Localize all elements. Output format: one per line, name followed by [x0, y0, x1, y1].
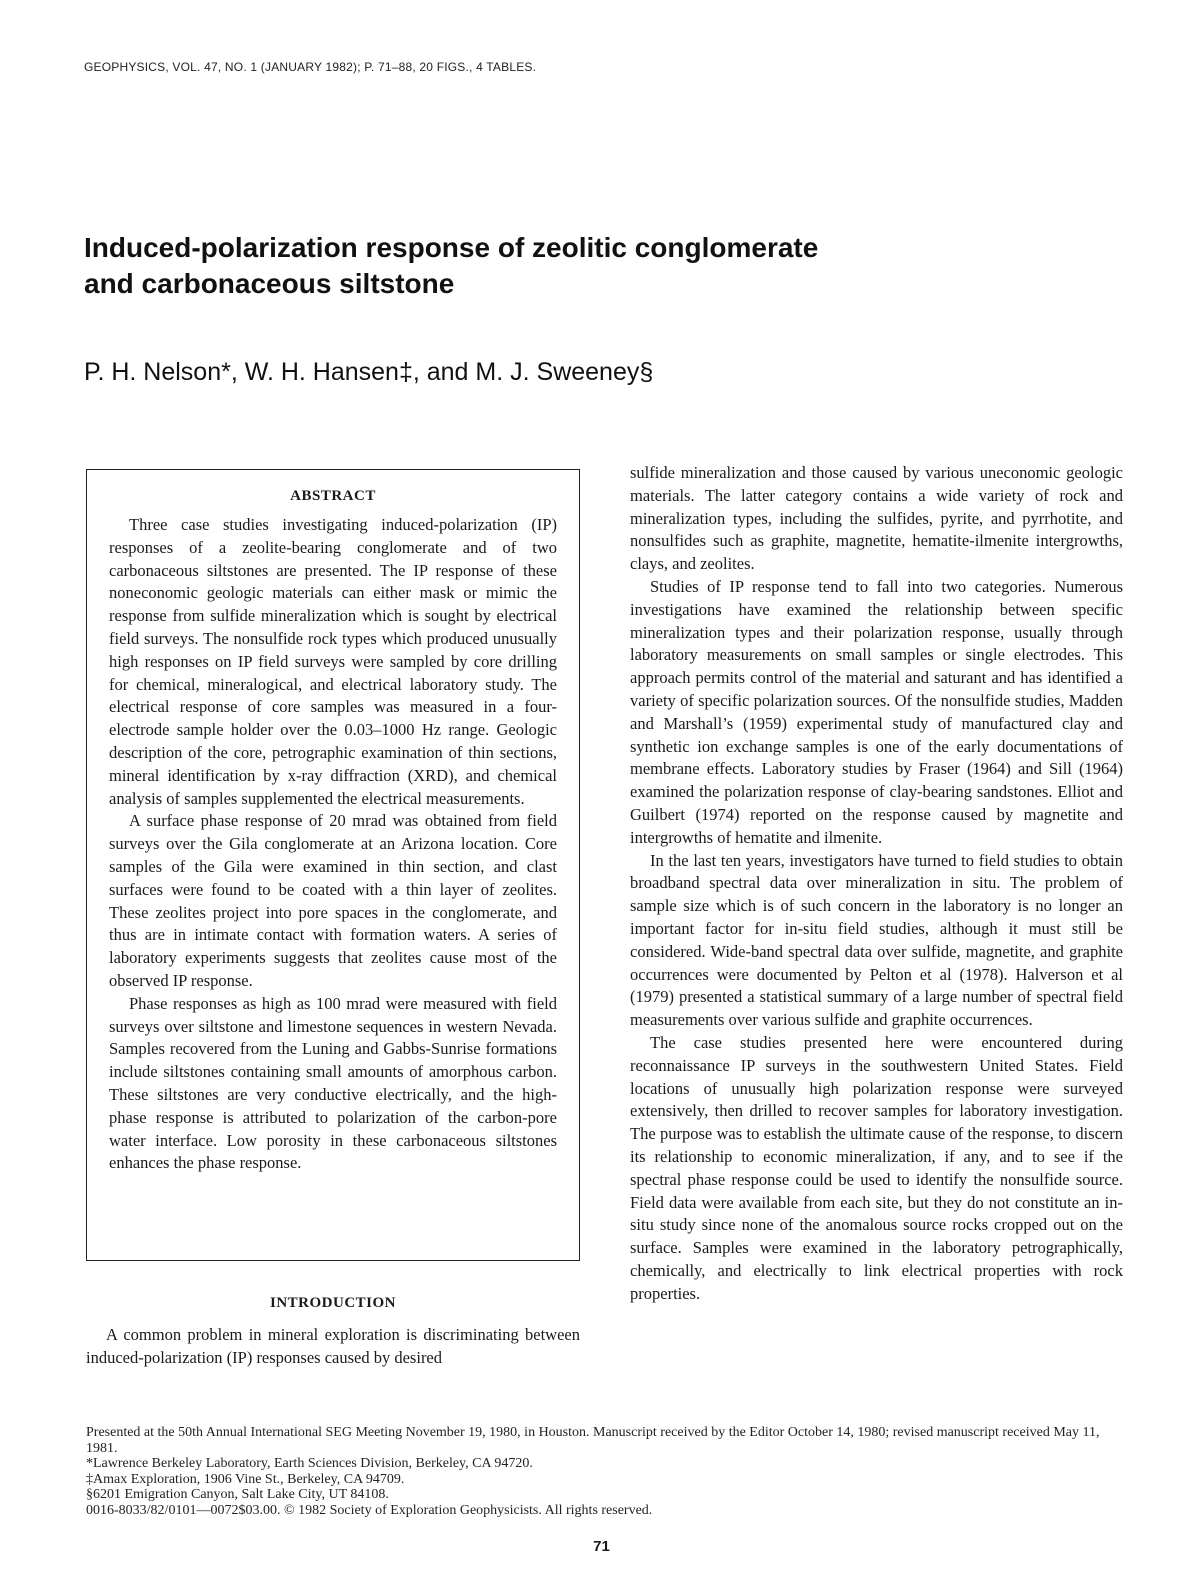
right-column	[630, 462, 1123, 1305]
article-title-line-1: Induced-polarization response of zeolitic conglomerate	[84, 232, 819, 263]
introduction-paragraph-continued: sulfide mineralization and those caused by various uneconomic geologic materials. The latter category contains a wide variety of rock and mineralization types, including the sulfides, pyrite, and pyrrhotite, and nonsulfides such as graphite, magnetite, hematite-ilmenite intergrowths, clays, and zeolites.	[630, 463, 1123, 574]
abstract-body	[109, 514, 557, 1175]
abstract-paragraph: Three case studies investigating induced-polarization (IP) responses of a zeolite-bearing conglomerate and of two carbonaceous siltstones are presented. The IP response of these noneconomic geologic materials can either mask or mimic the response from sulfide mineralization which is sought by electrical field surveys. The nonsulfide rock types which produced unusually high responses on IP field surveys were sampled by core drilling for chemical, mineralogical, and electrical laboratory study. The electrical response of core samples was measured in a four-electrode sample holder over the 0.03–1000 Hz range. Geologic description of the core, petrographic examination of thin sections, mineral identification by x-ray diffraction (XRD), and chemical analysis of samples supplemented the electrical measurements.	[109, 515, 557, 808]
article-title	[84, 230, 984, 302]
footnote-affiliation: *Lawrence Berkeley Laboratory, Earth Sciences Division, Berkeley, CA 94720.	[86, 1456, 533, 1471]
abstract-paragraph: Phase responses as high as 100 mrad were measured with field surveys over siltstone and limestone sequences in western Nevada. Samples recovered from the Luning and Gabbs-Sunrise formations include siltstones containing small amounts of amorphous carbon. These siltstones are very conductive electrically, and the high-phase response is attributed to polarization of the carbon-pore water interface. Low porosity in these carbonaceous siltstones enhances the phase response.	[109, 993, 557, 1173]
footnote-copyright: 0016-8033/82/0101—0072$03.00. © 1982 Society of Exploration Geophysicists. All rights reserved.	[86, 1502, 653, 1518]
author-list: P. H. Nelson*, W. H. Hansen‡, and M. J. Sweeney§	[84, 358, 654, 386]
article-title-line-2: and carbonaceous siltstone	[84, 268, 455, 299]
introduction-paragraph: The case studies presented here were encountered during reconnaissance IP surveys in the southwestern United States. Field locations of unusually high polarization response were surveyed extensively, then drilled to recover samples for laboratory investigation. The purpose was to establish the ultimate cause of the response, to discern its relationship to economic mineralization, if any, and to see if the spectral phase response could be used to identify the nonsulfide source. Field data were available from each site, but they do not constitute an in-situ study since none of the anomalous source rocks cropped out on the surface. Samples were examined in the laboratory petrographically, chemically, and electrically to link electrical properties with rock properties.	[630, 1032, 1123, 1303]
introduction-heading: INTRODUCTION	[269, 1295, 396, 1311]
journal-citation: GEOPHYSICS, VOL. 47, NO. 1 (JANUARY 1982); P. 71–88, 20 FIGS., 4 TABLES.	[84, 60, 537, 74]
introduction-paragraph: A common problem in mineral exploration is discriminating between induced-polarization (IP) responses caused by desired	[86, 1325, 580, 1367]
page-number: 71	[593, 1538, 610, 1555]
abstract-heading: ABSTRACT	[290, 488, 376, 504]
footnote-affiliation: §6201 Emigration Canyon, Salt Lake City, UT 84108.	[86, 1487, 389, 1502]
footnote-presentation: Presented at the 50th Annual International SEG Meeting November 19, 1980, in Houston. Manuscript received by the Editor October 14, 1980; revised manuscript received May 11, 1981.	[86, 1425, 1100, 1456]
introduction-paragraph: Studies of IP response tend to fall into two categories. Numerous investigations have examined the relationship between specific mineralization types and their polarization response, usually through laboratory measurements on small samples or single electrodes. This approach permits control of the material and saturant and has identified a variety of specific polarization sources. Of the nonsulfide studies, Madden and Marshall’s (1959) experimental study of manufactured clay and synthetic ion exchange samples is one of the early documentations of membrane effects. Laboratory studies by Fraser (1964) and Sill (1964) examined the polarization response of clay-bearing sandstones. Elliot and Guilbert (1974) reported on the response caused by magnetite and intergrowths of hematite and ilmenite.	[630, 576, 1123, 847]
footnote-affiliation: ‡Amax Exploration, 1906 Vine St., Berkeley, CA 94709.	[86, 1471, 405, 1487]
footnotes	[86, 1425, 1126, 1518]
introduction-paragraph: In the last ten years, investigators have turned to field studies to obtain broadband spectral data over mineralization in situ. The problem of sample size which is of such concern in the laboratory is no longer an important factor for in-situ field studies, although it must still be considered. Wide-band spectral data over sulfide, magnetite, and graphite occurrences were documented by Pelton et al (1978). Halverson et al (1979) presented a statistical summary of a large number of spectral field measurements over various sulfide and graphite occurrences.	[630, 850, 1123, 1030]
introduction-left-column	[86, 1324, 580, 1370]
abstract-paragraph: A surface phase response of 20 mrad was obtained from field surveys over the Gila conglomerate at an Arizona location. Core samples of the Gila were examined in thin section, and clast surfaces were found to be coated with a thin layer of zeolites. These zeolites project into pore spaces in the conglomerate, and thus are in intimate contact with formation waters. A series of laboratory experiments suggests that zeolites cause most of the observed IP response.	[109, 811, 557, 990]
abstract-box	[86, 469, 580, 1261]
